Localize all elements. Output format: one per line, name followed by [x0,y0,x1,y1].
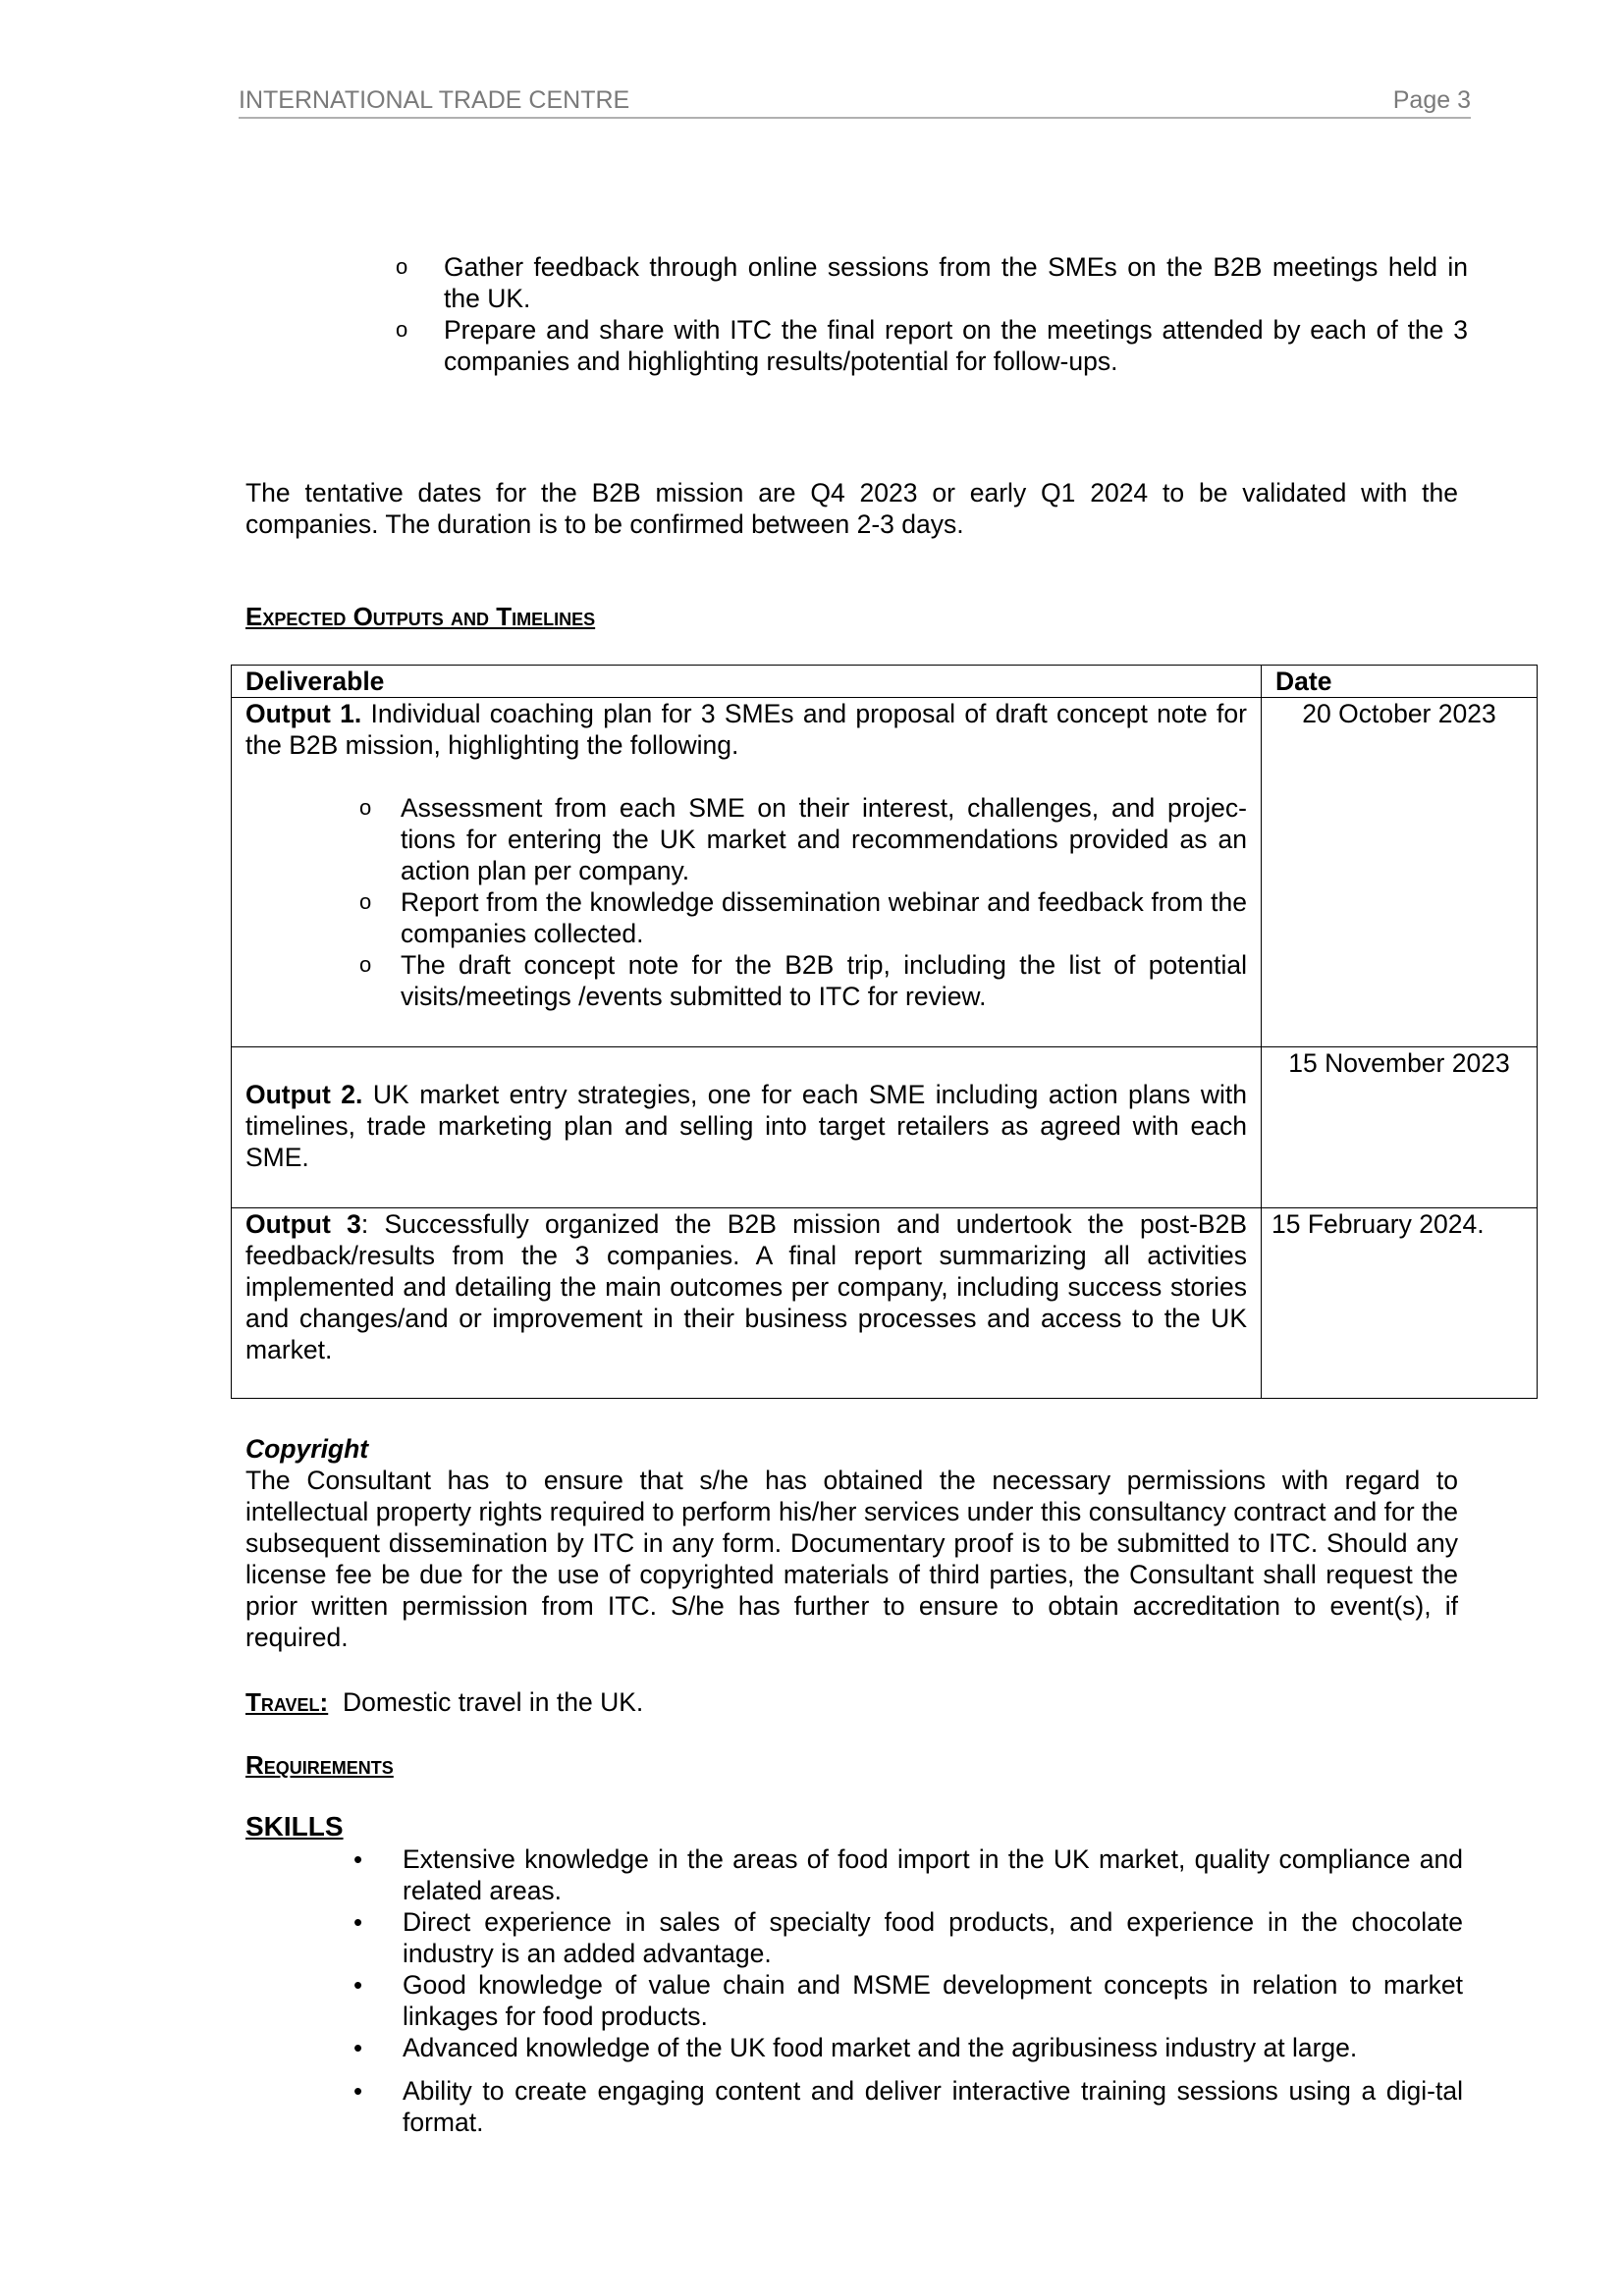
bullet-marker: • [353,2033,363,2062]
output-description: : Successfully organized the B2B mission and undertook the post-B2B feedback/results from the 3 companies. A final report summarizing all activities implemented and detailing the main outcomes per company, including success stories and changes/and or improvement in their business processes and access to the UK market. [245,1209,1247,1364]
output-label: Output 2. [245,1080,363,1109]
bullet-marker: o [396,317,408,342]
travel-label: Travel: [245,1687,329,1717]
list-item [353,2075,1463,2138]
output-description: Individual coaching plan for 3 SMEs and proposal of draft concept note for the B2B mission, highlighting the following. [245,699,1247,760]
travel-text: Domestic travel in the UK. [328,1687,644,1717]
header-divider [239,117,1471,119]
output-label: Output 1. [245,699,362,728]
table-row [232,698,1538,1047]
header-page-number: Page 3 [1392,86,1471,114]
section-heading-text: Requirements [245,1750,394,1780]
output-description: UK market entry strategies, one for each SME including action plans with timelines, trade marketing plan and selling into target retailers as agreed with each SME. [245,1080,1248,1172]
date-cell: 15 February 2024. [1262,1208,1538,1399]
bullet-marker: o [396,254,408,279]
section-heading-outputs [245,601,1458,632]
bullet-marker: • [353,1844,363,1874]
skills-heading: SKILLS [245,1811,344,1842]
tentative-dates-paragraph: The tentative dates for the B2B mission are Q4 2023 or early Q1 2024 to be validated with the companies. The duration is to be confirmed between 2-3 days. [245,478,1458,539]
list-item-text: Prepare and share with ITC the final report on the meetings attended by each of the 3 companies and highlighting results/potential for follow-ups. [444,315,1468,376]
column-header-date: Date [1262,666,1538,698]
skills-list [353,1843,1463,2138]
list-item [245,949,1247,1012]
output-bullet-list [245,792,1247,1012]
list-item [388,251,1468,314]
intro-bullet-list [388,251,1468,377]
list-item [353,1843,1463,1906]
list-item-text: Assessment from each SME on their interest, challenges, and projec-tions for entering the UK market and recommendations provided as an action plan per company. [401,793,1247,885]
list-item [245,792,1247,886]
list-item-text: Good knowledge of value chain and MSME development concepts in relation to market linkages for food products. [403,1970,1463,2031]
list-item-text: Advanced knowledge of the UK food market and the agribusiness industry at large. [403,2033,1358,2062]
list-item [353,2032,1463,2063]
bullet-marker: • [353,1907,363,1937]
column-header-deliverable: Deliverable [232,666,1262,698]
bullet-marker: • [353,2076,363,2106]
list-item-text: Extensive knowledge in the areas of food import in the UK market, quality compliance and related areas. [403,1844,1463,1905]
travel-line [245,1686,1458,1718]
table-header-row [232,666,1538,698]
deliverable-cell [232,1047,1262,1208]
copyright-text: The Consultant has to ensure that s/he has obtained the necessary permissions with regard to intellectual property rights required to perform his/her services under this consultancy contract and for the subsequent dissemination by ITC in any form. Documentary proof is to be submitted to ITC. Should any license fee be due for the use of copyrighted materials of third parties, the Consultant shall request the prior written permission from ITC. S/he has further to ensure to obtain accreditation to event(s), if required. [245,1466,1458,1652]
deliverable-cell [232,1208,1262,1399]
section-heading-text: Expected Outputs and Timelines [245,602,596,631]
date-cell: 15 November 2023 [1262,1047,1538,1208]
table-row [232,1208,1538,1399]
deliverables-table [231,665,1538,1399]
list-item [388,314,1468,377]
list-item-text: The draft concept note for the B2B trip, including the list of potential visits/meetings /events submitted to ITC for review. [401,950,1247,1011]
bullet-marker: o [359,952,372,977]
section-heading-requirements [245,1749,1458,1781]
list-item-text: Report from the knowledge dissemination webinar and feedback from the companies collected. [401,887,1247,948]
list-item-text: Direct experience in sales of specialty food products, and experience in the chocolate industry is an added advantage. [403,1907,1463,1968]
list-item [353,1906,1463,1969]
deliverable-cell [232,698,1262,1047]
date-cell: 20 October 2023 [1262,698,1538,1047]
header-organization: INTERNATIONAL TRADE CENTRE [239,86,630,114]
list-item-text: Ability to create engaging content and deliver interactive training sessions using a digi-tal format. [403,2076,1463,2137]
table-row [232,1047,1538,1208]
list-item [245,886,1247,949]
output-label: Output 3 [245,1209,361,1239]
list-item [353,1969,1463,2032]
copyright-title: Copyright [245,1434,369,1464]
list-item-text: Gather feedback through online sessions from the SMEs on the B2B meetings held in the UK. [444,252,1468,313]
bullet-marker: o [359,889,372,914]
bullet-marker: • [353,1970,363,2000]
copyright-section [245,1433,1458,1653]
bullet-marker: o [359,795,372,820]
